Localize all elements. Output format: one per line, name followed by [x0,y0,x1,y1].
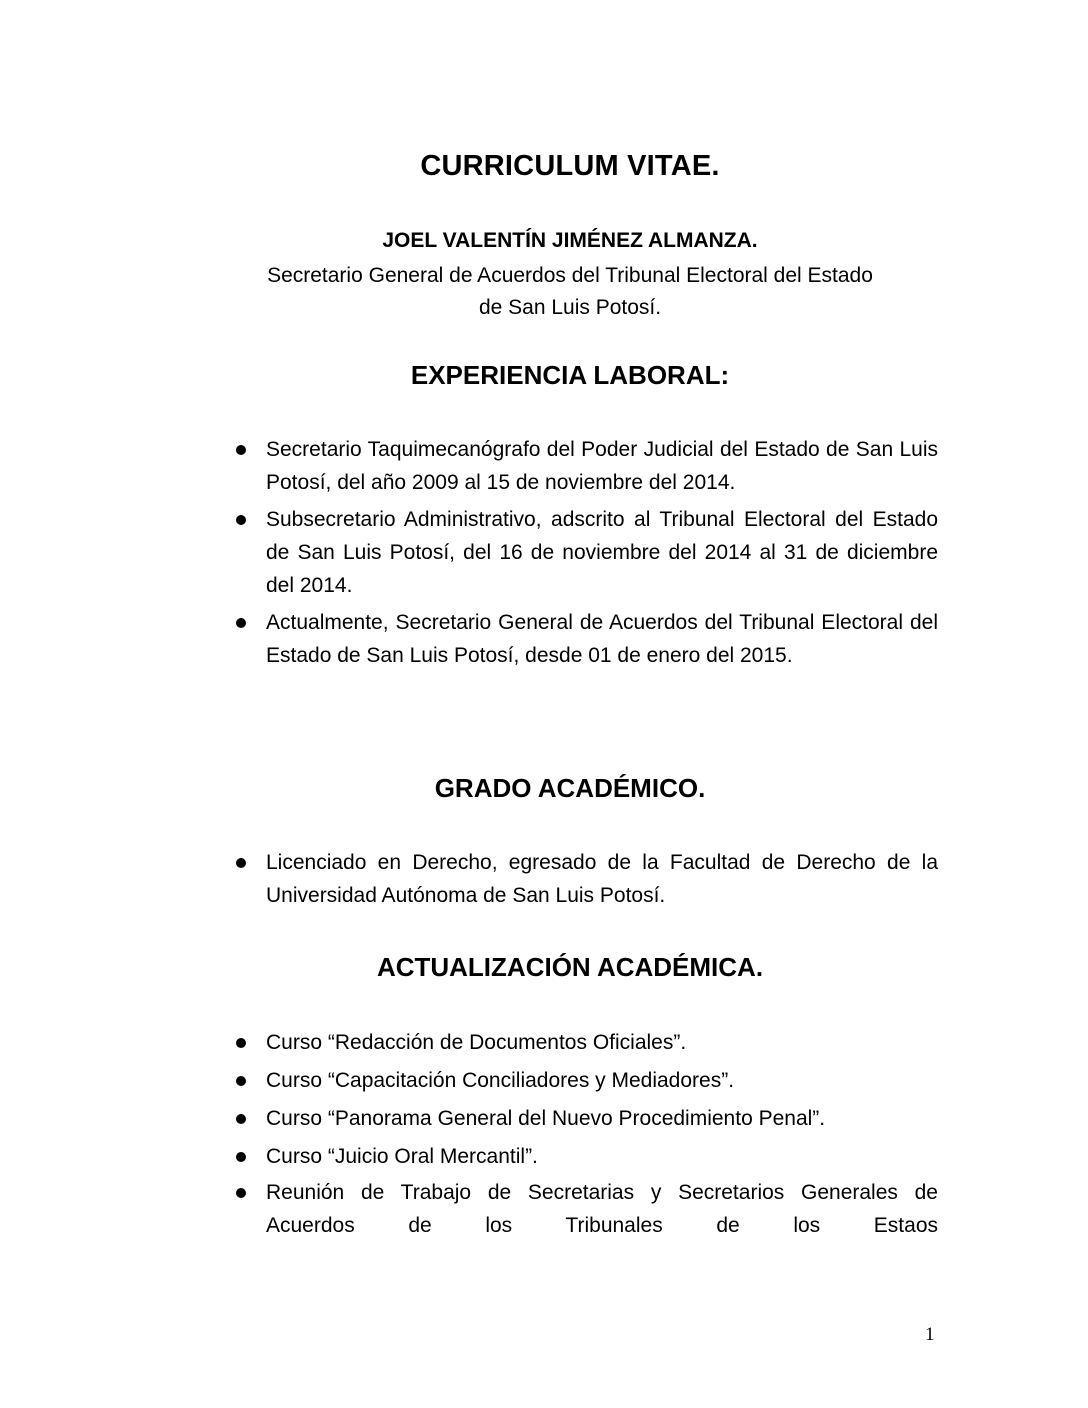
experience-item-1: Secretario Taquimecanógrafo del Poder Judicial del Estado de San Luis Potosí, del año 2009 al 15 de noviembre del 2014. [266,438,938,494]
bullet-icon [236,858,246,868]
bullet-icon [236,1152,246,1162]
bullet-icon [236,1188,246,1198]
training-item-5: Reunión de Trabajo de Secretarias y Secretarios Generales de Acuerdos de los Tribunales de los Estaos [266,1181,938,1237]
training-list [228,1024,938,1242]
list-item [228,846,938,912]
experience-item-3: Actualmente, Secretario General de Acuerdos del Tribunal Electoral del Estado de San Luis Potosí, desde 01 de enero del 2015. [266,611,938,667]
experience-item-2: Subsecretario Administrativo, adscrito al Tribunal Electoral del Estado de San Luis Potosí, del 16 de noviembre del 2014 al 31 de diciembre del 2014. [266,508,938,597]
list-item [228,1176,938,1242]
training-heading: ACTUALIZACIÓN ACADÉMICA. [376,952,764,982]
experience-list [228,433,938,672]
bullet-icon [236,515,246,525]
list-item [228,503,938,602]
person-role [200,260,940,324]
training-item-1: Curso “Redacción de Documentos Oficiales”. [266,1031,687,1054]
bullet-icon [236,1076,246,1086]
list-item [228,1138,938,1176]
education-list [228,846,938,912]
document-title: CURRICULUM VITAE. [420,150,720,182]
experience-heading: EXPERIENCIA LABORAL: [410,360,730,390]
education-item-1: Licenciado en Derecho, egresado de la Facultad de Derecho de la Universidad Autónoma de San Luis Potosí. [266,851,938,907]
list-item [228,1024,938,1062]
role-line-1: Secretario General de Acuerdos del Tribunal Electoral del Estado [267,264,873,287]
bullet-icon [236,1114,246,1124]
list-item [228,1100,938,1138]
training-item-2: Curso “Capacitación Conciliadores y Mediadores”. [266,1069,735,1092]
list-item [228,606,938,672]
education-heading: GRADO ACADÉMICO. [434,773,706,803]
person-name: JOEL VALENTÍN JIMÉNEZ ALMANZA. [382,229,758,252]
page-number: 1 [925,1324,935,1345]
list-item [228,1062,938,1100]
training-item-4: Curso “Juicio Oral Mercantil”. [266,1145,538,1168]
role-line-2: de San Luis Potosí. [478,296,662,319]
training-item-3: Curso “Panorama General del Nuevo Procedimiento Penal”. [266,1107,826,1130]
list-item [228,433,938,499]
bullet-icon [236,445,246,455]
bullet-icon [236,618,246,628]
bullet-icon [236,1038,246,1048]
